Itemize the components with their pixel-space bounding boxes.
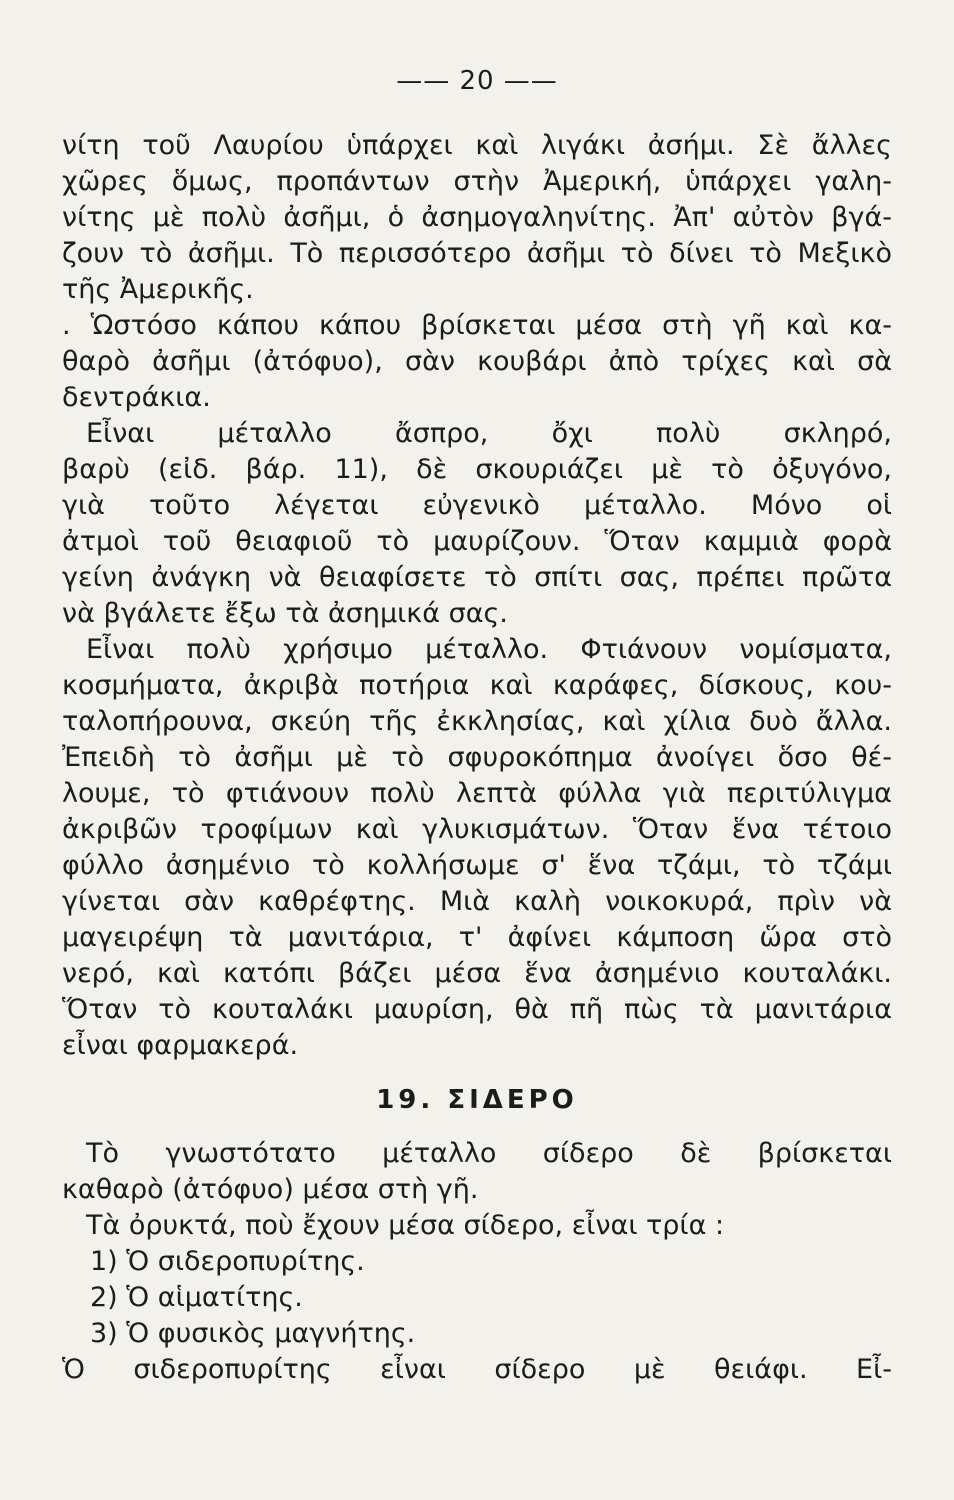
text-line: νίτης μὲ πολὺ ἀσῆμι, ὁ ἀσημογαληνίτης. Ἀπ' αὐτὸν βγά-	[62, 202, 892, 233]
text-line: Εἶναι πολὺ χρήσιμο μέταλλο. Φτιάνουν νομίσματα,	[86, 634, 892, 665]
text-line: ζουν τὸ ἀσῆμι. Τὸ περισσότερο ἀσῆμι τὸ δίνει τὸ Μεξικὸ	[62, 238, 892, 269]
body-text	[62, 128, 892, 1388]
text-line: μαγειρέψη τὰ μανιτάρια, τ' ἀφίνει κάμποση ὥρα στὸ	[62, 922, 892, 953]
text-line: καθαρὸ (ἀτόφυο) μέσα στὴ γῆ.	[62, 1174, 479, 1205]
text-line: Τὰ ὀρυκτά, ποὺ ἔχουν μέσα σίδερο, εἶναι τρία :	[86, 1210, 725, 1241]
text-line: ταλοπήρουνα, σκεύη τῆς ἐκκλησίας, καὶ χίλια δυὸ ἄλλα.	[62, 706, 892, 737]
text-line: νερό, καὶ κατόπι βάζει μέσα ἕνα ἀσημένιο κουταλάκι.	[62, 958, 892, 989]
text-line: δεντράκια.	[62, 382, 211, 413]
text-line: Τὸ γνωστότατο μέταλλο σίδερο δὲ βρίσκεται	[86, 1138, 892, 1169]
text-line: γίνεται σὰν καθρέφτης. Μιὰ καλὴ νοικοκυρά, πρὶν νὰ	[62, 886, 892, 917]
text-line: τῆς Ἀμερικῆς.	[62, 274, 254, 305]
text-line: ἀτμοὶ τοῦ θειαφιοῦ τὸ μαυρίζουν. Ὅταν καμμιὰ φορὰ	[62, 526, 892, 557]
list-item: 2) Ὁ αἱματίτης.	[90, 1282, 303, 1313]
text-line: βαρὺ (εἰδ. βάρ. 11), δὲ σκουριάζει μὲ τὸ ὀξυγόνο,	[62, 454, 892, 485]
text-line: Ἐπειδὴ τὸ ἀσῆμι μὲ τὸ σφυροκόπημα ἀνοίγει ὅσο θέ-	[62, 742, 892, 773]
text-line: Ὅταν τὸ κουταλάκι μαυρίση, θὰ πῆ πὼς τὰ μανιτάρια	[62, 994, 892, 1025]
list-item: 3) Ὁ φυσικὸς μαγνήτης.	[90, 1318, 416, 1349]
text-line: νίτη τοῦ Λαυρίου ὑπάρχει καὶ λιγάκι ἀσήμι. Σὲ ἄλλες	[62, 130, 892, 161]
text-line: εἶναι φαρμακερά.	[62, 1030, 299, 1061]
text-line: θαρὸ ἀσῆμι (ἀτόφυο), σὰν κουβάρι ἀπὸ τρίχες καὶ σὰ	[62, 346, 892, 377]
text-line: λουμε, τὸ φτιάνουν πολὺ λεπτὰ φύλλα γιὰ περιτύλιγμα	[62, 778, 892, 809]
text-line: χῶρες ὅμως, προπάντων στὴν Ἀμερική, ὑπάρχει γαλη-	[62, 166, 892, 197]
text-line: . Ὡστόσο κάπου κάπου βρίσκεται μέσα στὴ γῆ καὶ κα-	[62, 310, 892, 341]
list-item: 1) Ὁ σιδεροπυρίτης.	[90, 1246, 365, 1277]
text-line: κοσμήματα, ἀκριβὰ ποτήρια καὶ καράφες, δίσκους, κου-	[62, 670, 892, 701]
text-line: Ὁ σιδεροπυρίτης εἶναι σίδερο μὲ θειάφι. Εἶ-	[62, 1354, 892, 1385]
page-number: —— 20 ——	[396, 66, 558, 96]
text-line: Εἶναι μέταλλο ἄσπρο, ὄχι πολὺ σκληρό,	[86, 418, 892, 449]
text-line: γείνη ἀνάγκη νὰ θειαφίσετε τὸ σπίτι σας, πρέπει πρῶτα	[62, 562, 892, 593]
text-line: ἀκριβῶν τροφίμων καὶ γλυκισμάτων. Ὅταν ἕνα τέτοιο	[62, 814, 892, 845]
text-line: γιὰ τοῦτο λέγεται εὐγενικὸ μέταλλο. Μόνο οἱ	[62, 490, 892, 521]
text-line: νὰ βγάλετε ἔξω τὰ ἀσημικά σας.	[62, 598, 508, 629]
text-line: φύλλο ἀσημένιο τὸ κολλήσωμε σ' ἕνα τζάμι, τὸ τζάμι	[62, 850, 892, 881]
section-heading: 19. ΣΙΔΕΡΟ	[376, 1085, 578, 1115]
